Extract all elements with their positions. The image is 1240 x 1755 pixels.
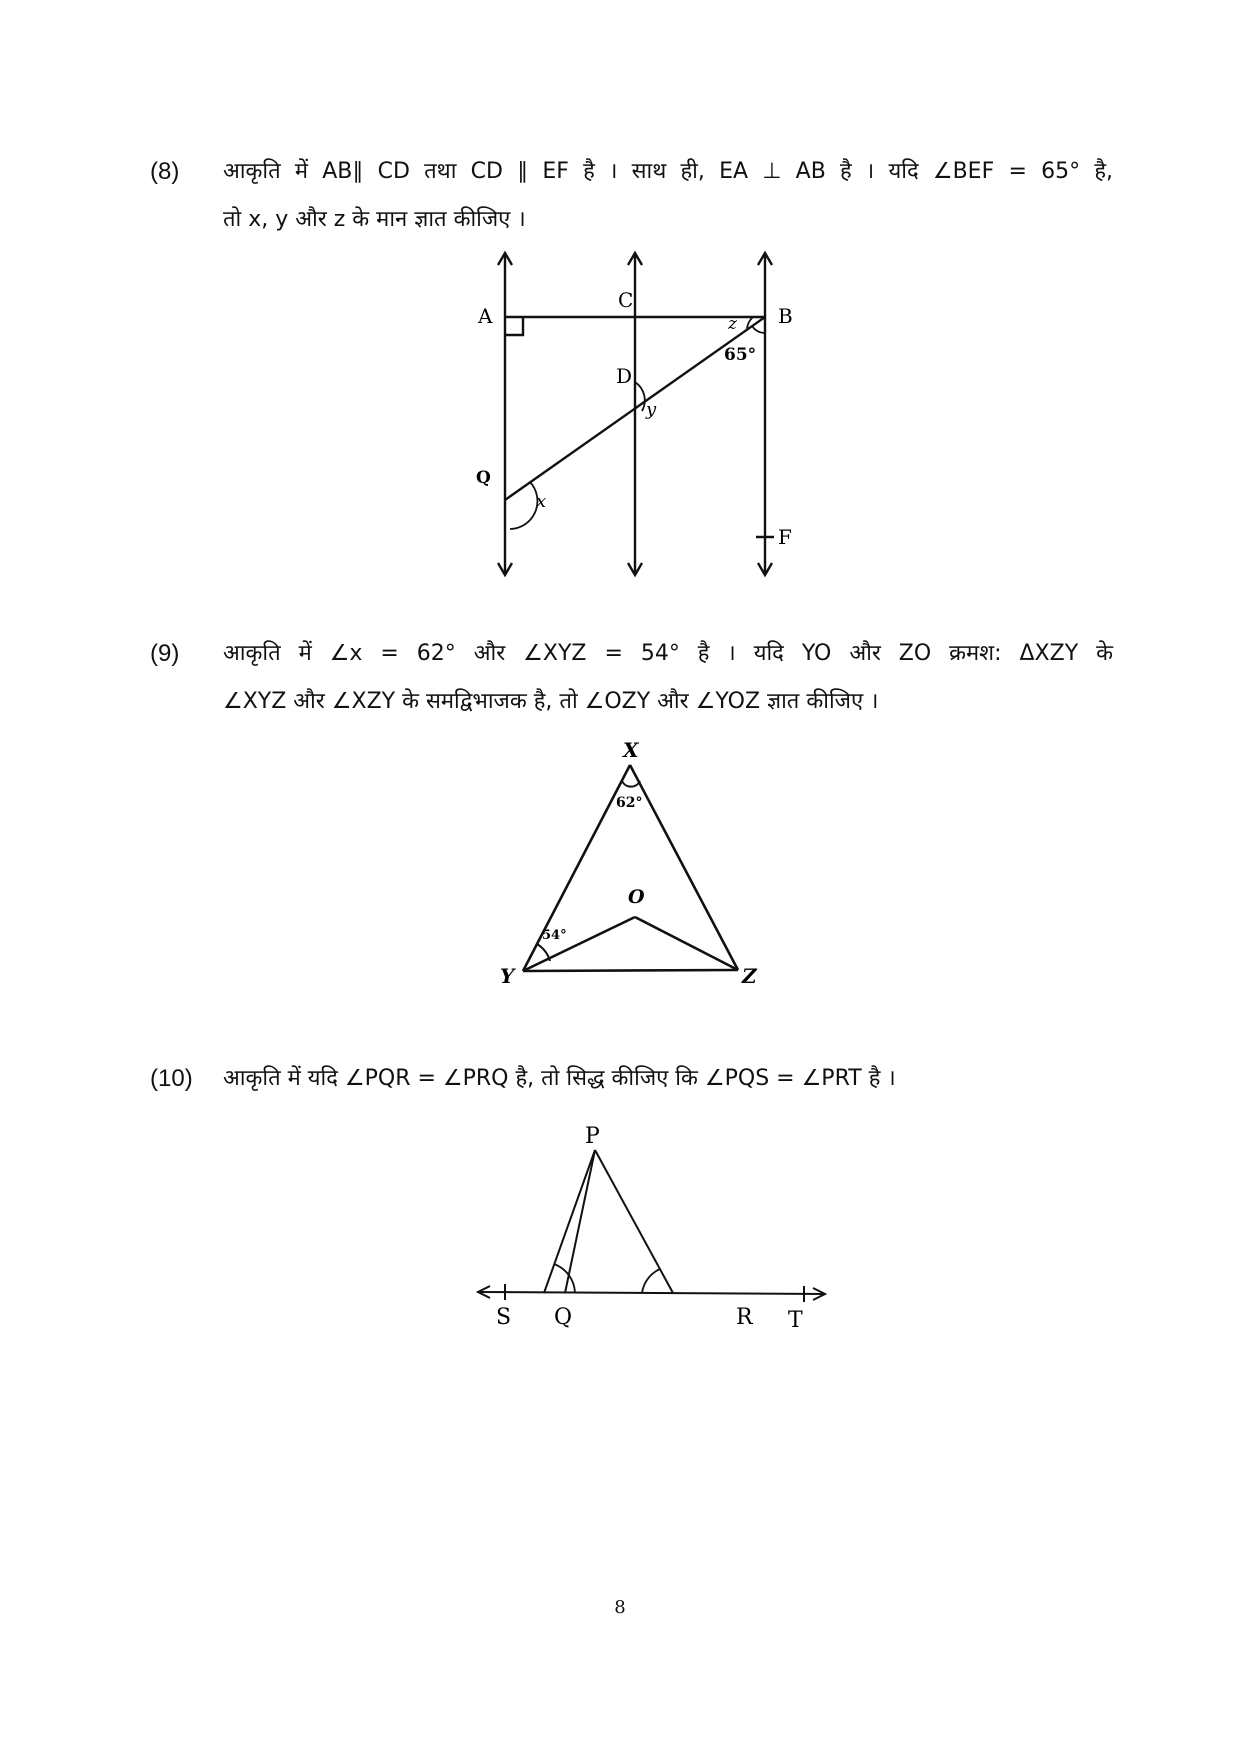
question-line: आकृति में AB∥ CD तथा CD ∥ EF है । साथ ही, EA ⊥ AB है । यदि ∠BEF = 65° है, [223,159,1113,184]
label-d: D [616,364,633,388]
label-f: F [778,525,792,549]
question-line: आकृति में ∠x = 62° और ∠XYZ = 54° है । यदि YO और ZO क्रमश: ΔXZY के [223,641,1113,666]
label-q: Q [476,468,491,488]
label-a: A [478,304,493,328]
figure-triangle-xyz [490,735,780,995]
label-y: y [646,399,657,420]
question-number: (8) [150,158,180,185]
question-number: (9) [150,640,180,667]
question-text [223,148,1113,244]
question-9 [150,630,1113,730]
label-s: S [496,1305,512,1330]
label-z-vertex: Z [742,964,757,988]
label-62: 62° [616,795,643,811]
question-text [223,1055,1113,1103]
label-p: P [585,1124,600,1149]
label-t: T [788,1308,803,1333]
question-line: तो x, y और z के मान ज्ञात कीजिए । [223,207,526,232]
label-o: O [628,886,645,908]
label-x-vertex: X [623,738,639,762]
question-number: (10) [150,1065,193,1092]
question-text [223,630,1113,726]
page-number: 8 [614,1597,626,1618]
figure-parallel-lines [450,245,810,590]
label-x: x [536,491,547,512]
label-b: B [778,304,793,328]
question-10 [150,1055,1110,1115]
question-line: ∠XYZ और ∠XZY के समद्विभाजक है, तो ∠OZY और ∠YOZ ज्ञात कीजिए । [223,689,879,714]
label-y-vertex: Y [500,964,515,988]
label-q10: Q [554,1305,573,1330]
label-r: R [736,1305,753,1330]
question-line: आकृति में यदि ∠PQR = ∠PRQ है, तो सिद्ध कीजिए कि ∠PQS = ∠PRT है । [223,1066,896,1091]
label-c: C [618,288,634,312]
label-z: z [728,314,737,334]
label-65: 65° [724,345,757,365]
label-54: 54° [542,928,567,943]
figure-triangle-pqr [470,1110,830,1340]
